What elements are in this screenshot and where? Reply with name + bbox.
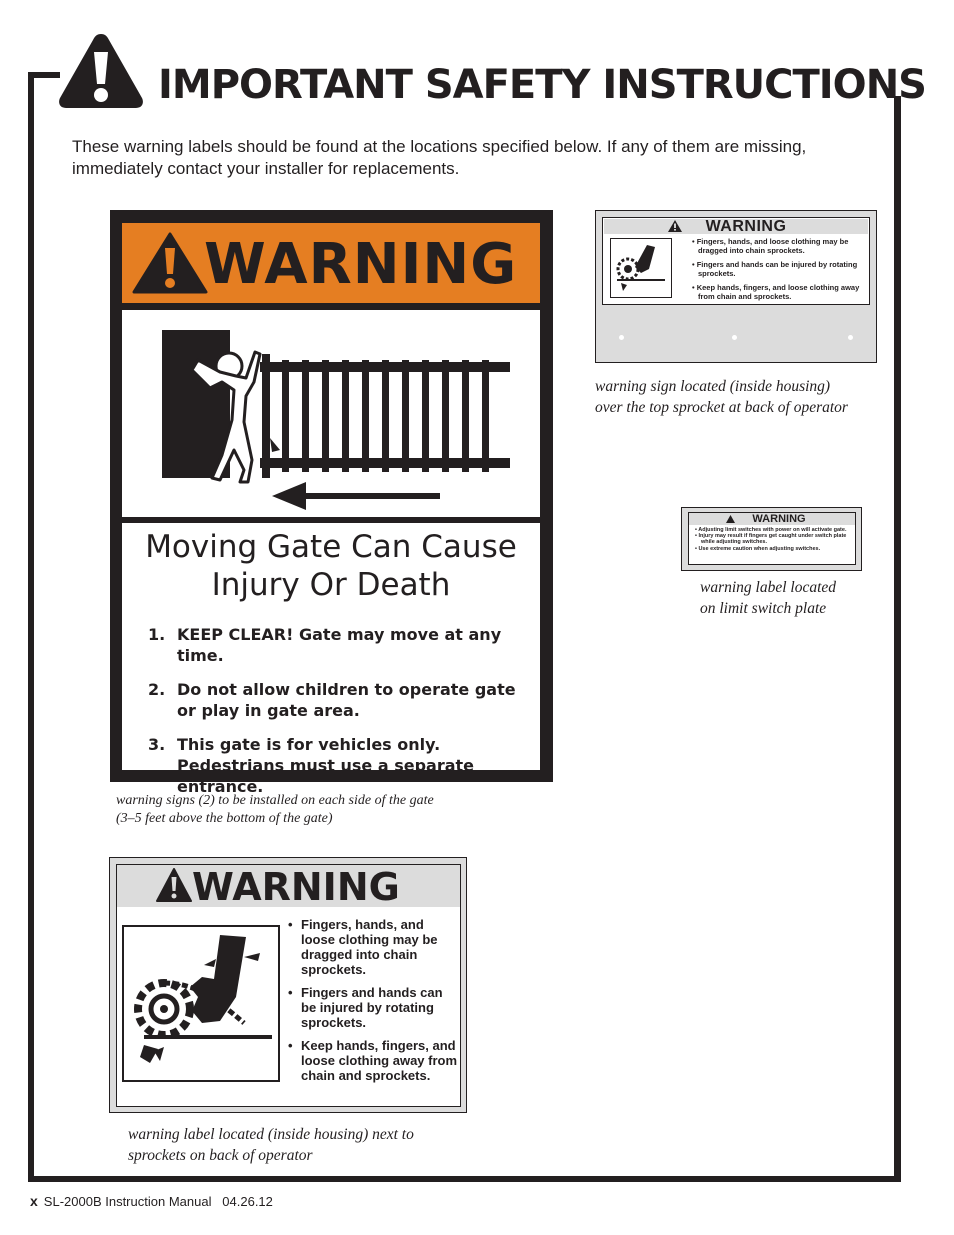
warning-triangle-icon bbox=[58, 32, 144, 110]
list-item-text: KEEP CLEAR! Gate may move at any time. bbox=[177, 625, 502, 665]
sprocket-warning-list bbox=[288, 917, 460, 1091]
list-item-number: 3. bbox=[148, 735, 166, 754]
frame-top-rule bbox=[28, 72, 60, 78]
footer-text: SL-2000B Instruction Manual 04.26.12 bbox=[43, 1194, 273, 1209]
list-item: • Adjusting limit switches with power on will activate gate. bbox=[695, 527, 847, 533]
banner-warning-triangle-icon bbox=[132, 232, 208, 294]
gate-headline-line2: Injury Or Death bbox=[211, 567, 451, 603]
frame-left-rule bbox=[28, 72, 34, 1182]
housing-sign-caption bbox=[595, 376, 885, 418]
list-item-bullet: • bbox=[288, 917, 293, 932]
list-item-text: Keep hands, fingers, and loose clothing away from chain and sprockets. bbox=[301, 1038, 458, 1083]
caption-line: warning signs (2) to be installed on each side of the gate bbox=[116, 793, 434, 808]
list-item bbox=[288, 917, 460, 977]
caption-line: warning sign located (inside housing) bbox=[595, 378, 831, 395]
mounting-hole bbox=[848, 335, 853, 340]
list-item bbox=[148, 679, 528, 721]
list-item: • Fingers and hands can be injured by rotating sprockets. bbox=[692, 260, 858, 278]
list-item: • Injury may result if fingers get caught under switch plate while adjusting switches. bbox=[695, 533, 847, 546]
page-number: x bbox=[30, 1193, 38, 1209]
list-item-bullet: • bbox=[288, 985, 293, 1000]
list-item bbox=[288, 1038, 460, 1083]
sprocket-pictogram-icon bbox=[122, 925, 280, 1082]
list-item-bullet: • bbox=[288, 1038, 293, 1053]
caption-line: warning label located (inside housing) next to bbox=[128, 1126, 414, 1143]
caption-line: warning label located bbox=[700, 579, 837, 596]
caption-line: on limit switch plate bbox=[700, 600, 827, 617]
caption-line: sprockets on back of operator bbox=[128, 1147, 313, 1164]
list-item bbox=[148, 734, 528, 797]
limit-switch-warning-list bbox=[695, 527, 855, 552]
mounting-hole bbox=[619, 335, 624, 340]
frame-right-rule bbox=[894, 96, 901, 1182]
intro-paragraph: These warning labels should be found at the locations specified below. If any of them are missing, immediately contact your installer for replacements. bbox=[72, 137, 807, 178]
list-item: • Keep hands, fingers, and loose clothing away from chain and sprockets. bbox=[692, 283, 860, 301]
list-item bbox=[148, 624, 528, 666]
gate-warning-banner-text: WARNING bbox=[204, 232, 518, 297]
list-item: • Use extreme caution when adjusting switches. bbox=[695, 545, 821, 552]
page-title: IMPORTANT SAFETY INSTRUCTIONS bbox=[158, 62, 926, 108]
sprocket-pictogram-small-icon bbox=[610, 238, 672, 298]
list-item-text: Fingers and hands can be injured by rotating sprockets. bbox=[301, 985, 443, 1030]
moving-gate-pictogram-icon bbox=[122, 310, 540, 517]
sprocket-warning-header-text: WARNING bbox=[192, 865, 400, 909]
housing-warning-list bbox=[692, 238, 868, 307]
caption-line: over the top sprocket at back of operator bbox=[595, 399, 848, 416]
frame-bottom-rule bbox=[28, 1176, 901, 1182]
gate-warning-list bbox=[148, 624, 528, 810]
limit-switch-warning-header-text: WARNING bbox=[752, 513, 806, 525]
gate-warning-headline bbox=[122, 528, 540, 604]
sprocket-label-caption bbox=[128, 1124, 458, 1166]
list-item: • Fingers, hands, and loose clothing may be dragged into chain sprockets. bbox=[692, 237, 849, 255]
list-item bbox=[288, 985, 460, 1030]
caption-line: (3–5 feet above the bottom of the gate) bbox=[116, 811, 333, 826]
gate-sign-caption bbox=[116, 792, 556, 828]
gate-headline-line1: Moving Gate Can Cause bbox=[145, 529, 517, 565]
list-item-number: 1. bbox=[148, 625, 166, 644]
housing-warning-header-text: WARNING bbox=[705, 218, 787, 235]
limit-switch-caption bbox=[700, 577, 870, 619]
medium-warning-triangle-icon bbox=[156, 868, 192, 902]
list-item-text: This gate is for vehicles only. Pedestrians must use a separate entrance. bbox=[177, 735, 475, 796]
page-footer bbox=[30, 1193, 273, 1209]
list-item-number: 2. bbox=[148, 680, 166, 699]
list-item-text: Do not allow children to operate gate or play in gate area. bbox=[177, 680, 516, 720]
list-item-text: Fingers, hands, and loose clothing may be dragged into chain sprockets. bbox=[301, 917, 438, 977]
gate-pictogram-panel bbox=[122, 310, 540, 517]
mounting-hole bbox=[732, 335, 737, 340]
